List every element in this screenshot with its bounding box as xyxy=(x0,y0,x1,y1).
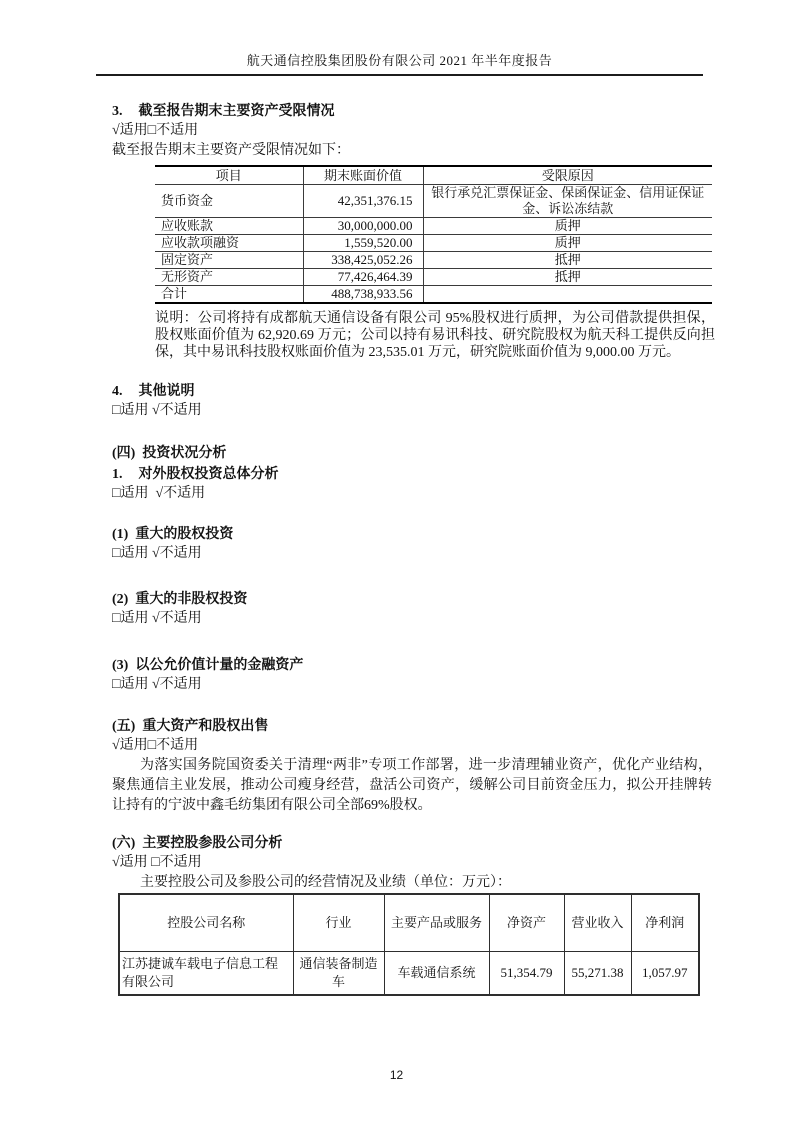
table-row xyxy=(155,269,712,286)
table-cell: 银行承兑汇票保证金、保函保证金、信用证保证金、诉讼冻结款 xyxy=(423,185,712,218)
table-cell: 无形资产 xyxy=(155,269,303,286)
applicability-line: □适用 √不适用 xyxy=(112,611,202,626)
column-header: 主要产品或服务 xyxy=(384,894,489,952)
subsidiaries-table-body xyxy=(119,952,699,996)
table-cell: 488,738,933.56 xyxy=(303,286,423,304)
section-heading-sub2 xyxy=(112,590,712,609)
section-heading-group5 xyxy=(112,717,712,736)
table-row xyxy=(155,252,712,269)
table-row xyxy=(155,286,712,304)
section-number: (四) xyxy=(112,446,136,461)
section-heading-sub3 xyxy=(112,656,712,675)
table-row xyxy=(155,185,712,218)
table-cell: 55,271.38 xyxy=(564,952,631,996)
section-title: 截至报告期末主要资产受限情况 xyxy=(138,104,335,119)
section-number: (2) xyxy=(112,592,129,607)
restricted-assets-table-header xyxy=(155,166,712,185)
section-heading-group4-1 xyxy=(112,465,712,484)
table-row xyxy=(119,952,699,996)
column-header: 净利润 xyxy=(631,894,699,952)
section-title: 对外股权投资总体分析 xyxy=(138,467,279,482)
restricted-assets-table xyxy=(155,165,712,304)
section-number: (五) xyxy=(112,719,136,734)
section-number: 1. xyxy=(112,467,123,482)
column-header: 净资产 xyxy=(489,894,564,952)
table-cell: 抵押 xyxy=(423,269,712,286)
section-number: (六) xyxy=(112,836,136,851)
table-cell: 338,425,052.26 xyxy=(303,252,423,269)
table-row xyxy=(155,235,712,252)
column-header: 行业 xyxy=(293,894,384,952)
table-cell: 通信装备制造车 xyxy=(293,952,384,996)
section-title: 以公允价值计量的金融资产 xyxy=(135,658,304,673)
subsidiaries-table-caption: 主要控股公司及参股公司的经营情况及业绩（单位：万元）： xyxy=(140,875,511,890)
column-header: 控股公司名称 xyxy=(119,894,293,952)
applicability-line: □适用 √不适用 xyxy=(112,486,206,501)
table-cell: 江苏捷诚车载电子信息工程有限公司 xyxy=(119,952,293,996)
table-cell: 42,351,376.15 xyxy=(303,185,423,218)
applicability-line: √适用□不适用 xyxy=(112,738,199,753)
table-cell: 合计 xyxy=(155,286,303,304)
applicability-line: √适用 □不适用 xyxy=(112,855,202,870)
table-row xyxy=(155,218,712,235)
table-cell: 应收款项融资 xyxy=(155,235,303,252)
applicability-line: □适用 √不适用 xyxy=(112,677,202,692)
restricted-assets-table-body xyxy=(155,185,712,304)
section-heading-sub1 xyxy=(112,525,712,544)
section-heading-group4 xyxy=(112,444,712,463)
table-cell: 质押 xyxy=(423,218,712,235)
table-note: 说明：公司将持有成都航天通信设备有限公司 95%股权进行质押，为公司借款提供担保，股权账面价值为 62,920.69 万元；公司以持有易讯科技、研究院股权为航天科工提供反向担保，其中易讯科技股权账面价值为 23,535.01 万元，研究院账面价值为 9,000.00 万元。 xyxy=(155,311,715,360)
section-title: 重大的非股权投资 xyxy=(135,592,248,607)
table-cell: 货币资金 xyxy=(155,185,303,218)
section-number: (1) xyxy=(112,527,129,542)
section-title: 投资状况分析 xyxy=(142,446,227,461)
column-header: 期末账面价值 xyxy=(303,166,423,185)
section-number: 4. xyxy=(112,384,123,399)
table-cell: 51,354.79 xyxy=(489,952,564,996)
table-intro-line: 截至报告期末主要资产受限情况如下： xyxy=(112,143,350,158)
applicability-line: √适用□不适用 xyxy=(112,123,199,138)
table-cell: 固定资产 xyxy=(155,252,303,269)
asset-sale-paragraph: 为落实国务院国资委关于清理“两非”专项工作部署，进一步清理辅业资产，优化产业结构，聚焦通信主业发展，推动公司瘦身经营，盘活公司资产，缓解公司目前资金压力，拟公开挂牌转让持有的宁波中鑫毛纺集团有限公司全部69%股权。 xyxy=(112,758,712,813)
applicability-line: □适用 √不适用 xyxy=(112,403,202,418)
table-cell: 车载通信系统 xyxy=(384,952,489,996)
table-cell: 抵押 xyxy=(423,252,712,269)
header-row xyxy=(119,894,699,952)
section-title: 重大资产和股权出售 xyxy=(142,719,269,734)
report-title: 航天通信控股集团股份有限公司 2021 年半年度报告 xyxy=(246,53,553,68)
page-number: 12 xyxy=(389,1068,404,1082)
page-content xyxy=(112,100,715,996)
column-header: 项目 xyxy=(155,166,303,185)
section-title: 其他说明 xyxy=(138,384,195,399)
table-cell: 质押 xyxy=(423,235,712,252)
table-cell: 应收账款 xyxy=(155,218,303,235)
table-cell: 30,000,000.00 xyxy=(303,218,423,235)
column-header: 受限原因 xyxy=(423,166,712,185)
section-heading-4 xyxy=(112,382,712,401)
table-cell: 1,057.97 xyxy=(631,952,699,996)
page-header xyxy=(96,0,703,76)
section-heading-group6 xyxy=(112,834,712,853)
table-cell: 77,426,464.39 xyxy=(303,269,423,286)
section-number: 3. xyxy=(112,104,123,119)
applicability-line: □适用 √不适用 xyxy=(112,546,202,561)
table-cell xyxy=(423,286,712,304)
subsidiaries-table-header xyxy=(119,894,699,952)
section-title: 主要控股参股公司分析 xyxy=(142,836,283,851)
column-header: 营业收入 xyxy=(564,894,631,952)
header-row xyxy=(155,166,712,185)
section-heading-3 xyxy=(112,102,712,121)
section-number: (3) xyxy=(112,658,129,673)
section-title: 重大的股权投资 xyxy=(135,527,234,542)
table-cell: 1,559,520.00 xyxy=(303,235,423,252)
subsidiaries-table xyxy=(118,893,700,996)
